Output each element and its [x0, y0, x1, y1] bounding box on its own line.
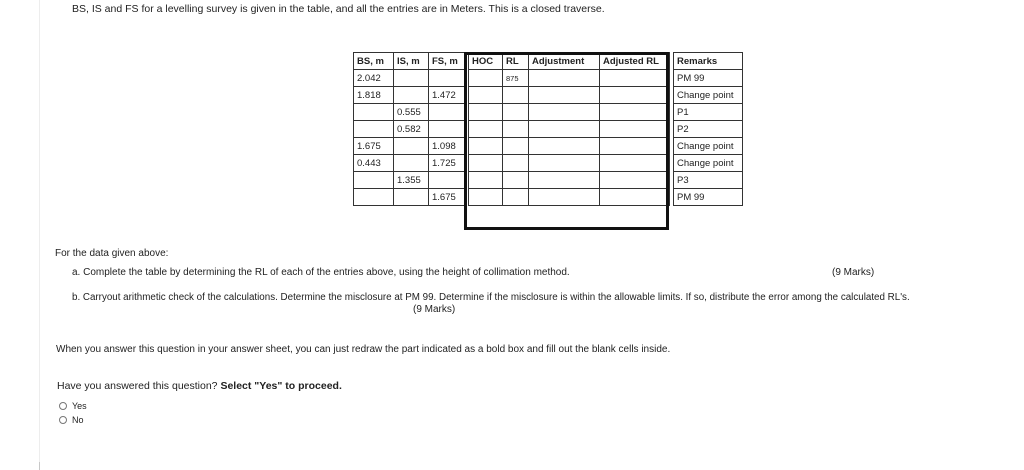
hoc-cell	[469, 87, 503, 104]
bs-cell	[354, 172, 394, 189]
hoc-cell	[469, 138, 503, 155]
is-cell: 1.355	[394, 172, 429, 189]
remarks-cell: PM 99	[674, 70, 743, 87]
no-radio[interactable]	[59, 416, 67, 424]
bs-cell: 2.042	[354, 70, 394, 87]
remarks-cell: Change point	[674, 87, 743, 104]
fs-cell	[429, 121, 465, 138]
header-remarks: Remarks	[674, 53, 743, 70]
adjustment-cell	[529, 155, 600, 172]
question-prefix: Have you answered this question?	[57, 380, 218, 392]
hoc-cell	[469, 155, 503, 172]
adjusted-rl-cell	[600, 121, 670, 138]
bs-cell: 1.675	[354, 138, 394, 155]
adjusted-rl-cell	[600, 104, 670, 121]
no-label: No	[72, 415, 84, 425]
adjusted-rl-cell	[600, 189, 670, 206]
adjustment-cell	[529, 70, 600, 87]
hoc-cell	[469, 70, 503, 87]
intro-text: BS, IS and FS for a levelling survey is given in the table, and all the entries are in Meters. This is a closed traverse.	[72, 3, 605, 15]
fs-cell	[429, 104, 465, 121]
adjustment-cell	[529, 121, 600, 138]
table-row	[354, 172, 743, 189]
yes-label: Yes	[72, 401, 87, 411]
bs-cell	[354, 104, 394, 121]
hoc-cell	[469, 172, 503, 189]
adjusted-rl-cell	[600, 70, 670, 87]
table-header-row	[354, 53, 743, 70]
header-adjusted-rl: Adjusted RL	[600, 53, 670, 70]
adjustment-cell	[529, 138, 600, 155]
part-a-marks: (9 Marks)	[832, 267, 875, 278]
header-hoc: HOC	[469, 53, 503, 70]
is-cell	[394, 189, 429, 206]
bs-cell	[354, 121, 394, 138]
remarks-cell: P1	[674, 104, 743, 121]
header-is: IS, m	[394, 53, 429, 70]
adjusted-rl-cell	[600, 172, 670, 189]
header-bs: BS, m	[354, 53, 394, 70]
rl-cell	[503, 189, 529, 206]
bs-cell: 1.818	[354, 87, 394, 104]
rl-cell	[503, 138, 529, 155]
hoc-cell	[469, 121, 503, 138]
header-rl: RL	[503, 53, 529, 70]
fs-cell: 1.098	[429, 138, 465, 155]
option-yes[interactable]	[59, 401, 87, 411]
remarks-cell: Change point	[674, 138, 743, 155]
is-cell	[394, 138, 429, 155]
adjustment-cell	[529, 172, 600, 189]
header-fs: FS, m	[429, 53, 465, 70]
adjustment-cell	[529, 87, 600, 104]
table-row	[354, 104, 743, 121]
fs-cell: 1.472	[429, 87, 465, 104]
fs-cell	[429, 70, 465, 87]
adjusted-rl-cell	[600, 138, 670, 155]
hoc-cell	[469, 189, 503, 206]
table-row	[354, 70, 743, 87]
rl-cell	[503, 155, 529, 172]
table-row	[354, 121, 743, 138]
left-margin-tick	[39, 462, 40, 470]
hoc-cell	[469, 104, 503, 121]
levelling-table	[353, 52, 743, 206]
adjustment-cell	[529, 104, 600, 121]
is-cell: 0.582	[394, 121, 429, 138]
fs-cell: 1.675	[429, 189, 465, 206]
rl-cell	[503, 104, 529, 121]
rl-cell	[503, 121, 529, 138]
answer-note: When you answer this question in your answer sheet, you can just redraw the part indicated as a bold box and fill out the blank cells inside.	[56, 344, 671, 355]
part-b-marks: (9 Marks)	[413, 304, 456, 315]
instructions-lead: For the data given above:	[55, 248, 169, 259]
yes-radio[interactable]	[59, 402, 67, 410]
adjusted-rl-cell	[600, 155, 670, 172]
fs-cell: 1.725	[429, 155, 465, 172]
is-cell	[394, 70, 429, 87]
part-a-text: a. Complete the table by determining the RL of each of the entries above, using the height of collimation method.	[72, 267, 570, 278]
rl-cell: 875	[503, 70, 529, 87]
is-cell: 0.555	[394, 104, 429, 121]
table-row	[354, 138, 743, 155]
remarks-cell: P3	[674, 172, 743, 189]
remarks-cell: PM 99	[674, 189, 743, 206]
header-adjustment: Adjustment	[529, 53, 600, 70]
table-row	[354, 155, 743, 172]
option-no[interactable]	[59, 415, 84, 425]
adjustment-cell	[529, 189, 600, 206]
is-cell	[394, 155, 429, 172]
bs-cell	[354, 189, 394, 206]
rl-cell	[503, 172, 529, 189]
part-b-text: b. Carryout arithmetic check of the calculations. Determine the misclosure at PM 99. Determine if the misclosure is within the allowable limits. If so, distribute the error among the calculated RL's.	[72, 292, 910, 303]
table-row	[354, 87, 743, 104]
table-row	[354, 189, 743, 206]
bs-cell: 0.443	[354, 155, 394, 172]
question-emphasis: Select "Yes" to proceed.	[220, 380, 342, 392]
left-margin-rule	[39, 0, 40, 470]
remarks-cell: Change point	[674, 155, 743, 172]
adjusted-rl-cell	[600, 87, 670, 104]
rl-cell	[503, 87, 529, 104]
is-cell	[394, 87, 429, 104]
fs-cell	[429, 172, 465, 189]
confirm-question	[57, 380, 342, 392]
remarks-cell: P2	[674, 121, 743, 138]
